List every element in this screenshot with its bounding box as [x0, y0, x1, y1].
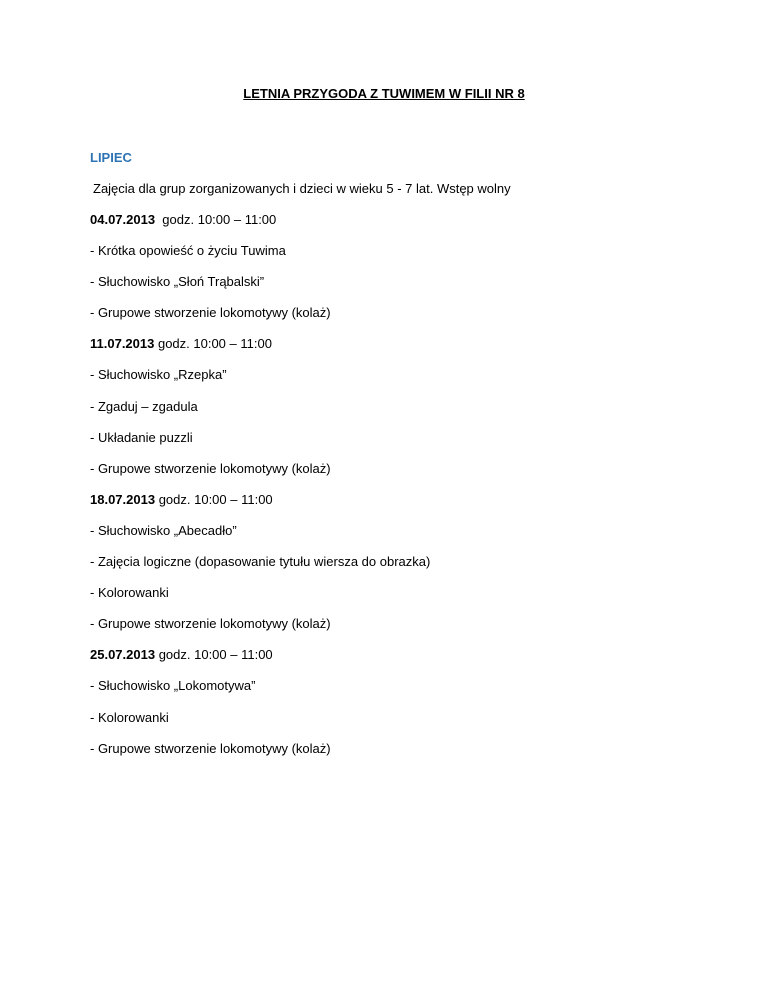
list-item: - Układanie puzzli	[90, 429, 193, 445]
session-date: 18.07.2013	[90, 491, 156, 507]
list-item: - Grupowe stworzenie lokomotywy (kolaż)	[90, 305, 331, 321]
list-item: - Słuchowisko „Abecadło”	[90, 522, 237, 538]
session-list	[90, 212, 430, 772]
document-title: LETNIA PRZYGODA Z TUWIMEM W FILII NR 8	[243, 86, 525, 101]
session-time: godz. 10:00 – 11:00	[155, 647, 273, 663]
list-item: - Słuchowisko „Słoń Trąbalski”	[90, 274, 265, 290]
list-item: - Kolorowanki	[90, 585, 169, 601]
session-date: 04.07.2013	[90, 212, 156, 227]
list-item: - Zajęcia logiczne (dopasowanie tytułu wiersza do obrazka)	[90, 554, 431, 570]
session-time: godz. 10:00 – 11:00	[154, 336, 272, 352]
list-item: - Słuchowisko „Lokomotywa”	[90, 678, 256, 694]
session-time: godz. 10:00 – 11:00	[155, 212, 277, 227]
list-item: - Zgaduj – zgadula	[90, 398, 198, 414]
session-header	[90, 647, 430, 663]
session-header	[90, 212, 430, 228]
session-header	[90, 492, 430, 508]
intro-text: Zajęcia dla grup zorganizowanych i dzieci w wieku 5 - 7 lat. Wstęp wolny	[93, 181, 511, 196]
list-item: - Grupowe stworzenie lokomotywy (kolaż)	[90, 616, 331, 632]
list-item: - Grupowe stworzenie lokomotywy (kolaż)	[90, 460, 331, 476]
session-date: 25.07.2013	[90, 647, 156, 663]
session-date: 11.07.2013	[90, 336, 155, 352]
month-heading: LIPIEC	[90, 150, 132, 165]
list-item: - Krótka opowieść o życiu Tuwima	[90, 243, 286, 259]
session-time: godz. 10:00 – 11:00	[155, 491, 273, 507]
list-item: - Słuchowisko „Rzepka”	[90, 367, 227, 383]
list-item: - Grupowe stworzenie lokomotywy (kolaż)	[90, 740, 331, 756]
list-item: - Kolorowanki	[90, 709, 169, 725]
session-header	[90, 336, 430, 352]
